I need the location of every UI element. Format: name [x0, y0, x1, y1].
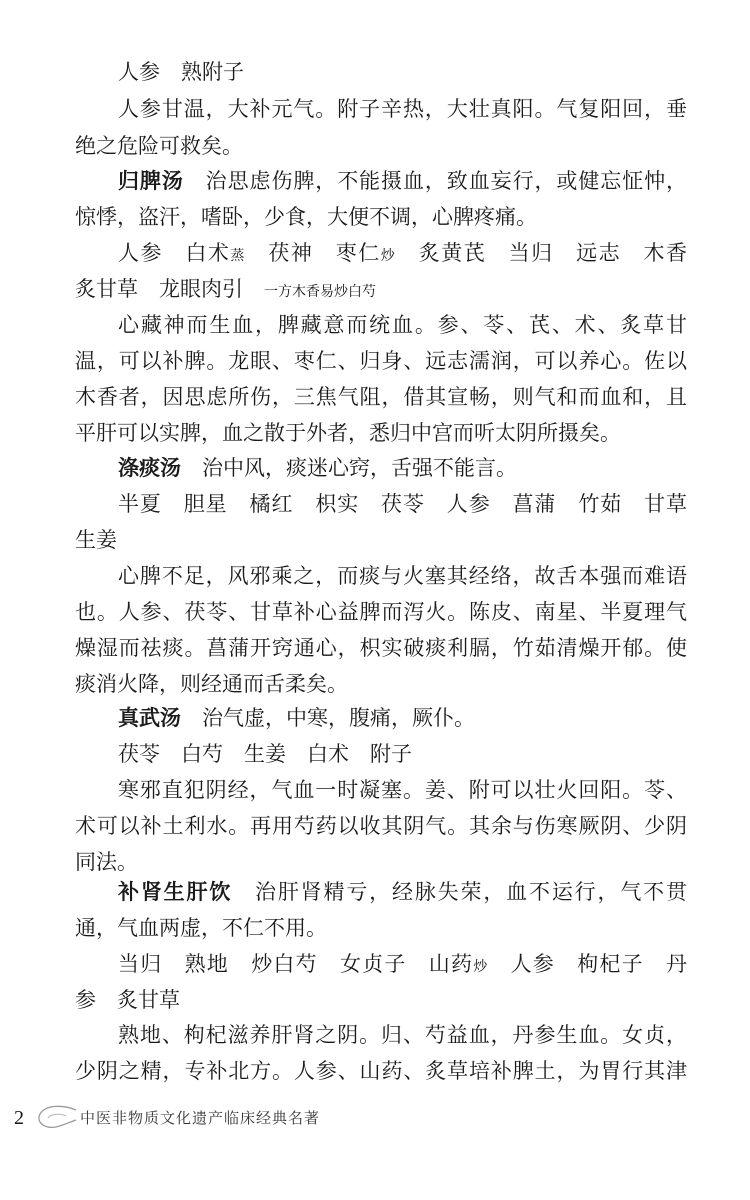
- text-line: 人参甘温，大补元气。附子辛热，大壮真阳。气复阳回，垂: [118, 97, 687, 121]
- text-line: 也。人参、茯苓、甘草补心益脾而泻火。陈皮、南星、半夏理气: [75, 600, 687, 624]
- formula-heading-line: 真武汤 治气虚，中寒，腹痛，厥仆。: [118, 705, 475, 730]
- formula-name: 补肾生肝饮: [118, 879, 233, 904]
- formula-heading-line: 归脾汤 治思虑伤脾，不能摄血，致血妄行，或健忘怔忡，: [118, 168, 687, 193]
- text-line: 温，可以补脾。龙眼、枣仁、归身、远志濡润，可以养心。佐以: [75, 349, 687, 373]
- text-line: 寒邪直犯阴经，气血一时凝塞。姜、附可以壮火回阳。苓、: [118, 778, 687, 802]
- page-number: 2: [14, 1107, 24, 1129]
- formula-heading-line: 补肾生肝饮 治肝肾精亏，经脉失荣，血不运行，气不贯: [118, 879, 687, 904]
- ingredient-line: 当归 熟地 炒白芍 女贞子 山药炒 人参 枸杞子 丹: [118, 952, 687, 976]
- page-footer: [14, 1103, 434, 1133]
- text-line: 平肝可以实脾，血之散于外者，悉归中宫而听太阴所摄矣。: [75, 421, 621, 445]
- text-line: 痰消火降，则经通而舌柔矣。: [75, 672, 348, 696]
- series-title: 中医非物质文化遗产临床经典名著: [80, 1109, 321, 1127]
- text-line: 同法。: [75, 850, 138, 874]
- text-line: 惊悸，盗汗，嗜卧，少食，大便不调，心脾疼痛。: [75, 205, 537, 229]
- formula-name: 真武汤: [118, 705, 181, 730]
- text-line: 心藏神而生血，脾藏意而统血。参、苓、芪、术、炙草甘: [118, 313, 687, 337]
- ingredient-line: 生姜: [75, 528, 117, 552]
- annotation-note: 一方木香易炒白芍: [264, 284, 376, 300]
- text-line: 通，气血两虚，不仁不用。: [75, 916, 327, 940]
- ingredient-line: 参 炙甘草: [75, 988, 180, 1012]
- text-line: 术可以补土利水。再用芍药以收其阴气。其余与伤寒厥阴、少阴: [75, 814, 687, 838]
- text-line: 心脾不足，风邪乘之，而痰与火塞其经络，故舌本强而难语: [118, 564, 687, 588]
- text-line: 绝之危险可救矣。: [75, 134, 243, 158]
- ingredient-line: 茯苓 白芍 生姜 白术 附子: [118, 742, 412, 766]
- swirl-ornament-icon: [36, 1105, 78, 1131]
- text-line: 木香者，因思虑所伤，三焦气阻，借其宣畅，则气和而血和，且: [75, 385, 687, 409]
- formula-name: 归脾汤: [118, 168, 184, 193]
- text-line: 熟地、枸杞滋养肝肾之阴。归、芍益血，丹参生血。女贞，: [118, 1023, 687, 1047]
- text-line: 燥湿而祛痰。菖蒲开窍通心，枳实破痰利膈，竹茹清燥开郁。使: [75, 636, 687, 660]
- text-line: 人参 熟附子: [118, 60, 244, 84]
- ingredient-line: 人参 白术蒸 茯神 枣仁炒 炙黄芪 当归 远志 木香: [118, 241, 687, 265]
- ingredient-line: 半夏 胆星 橘红 枳实 茯苓 人参 菖蒲 竹茹 甘草: [118, 492, 687, 516]
- ingredient-line: 炙甘草 龙眼肉引 一方木香易炒白芍: [75, 277, 376, 301]
- formula-name: 涤痰汤: [118, 455, 181, 480]
- text-line: 少阴之精，专补北方。人参、山药、炙草培补脾土，为胃行其津: [75, 1059, 687, 1083]
- formula-heading-line: 涤痰汤 治中风，痰迷心窍，舌强不能言。: [118, 455, 517, 480]
